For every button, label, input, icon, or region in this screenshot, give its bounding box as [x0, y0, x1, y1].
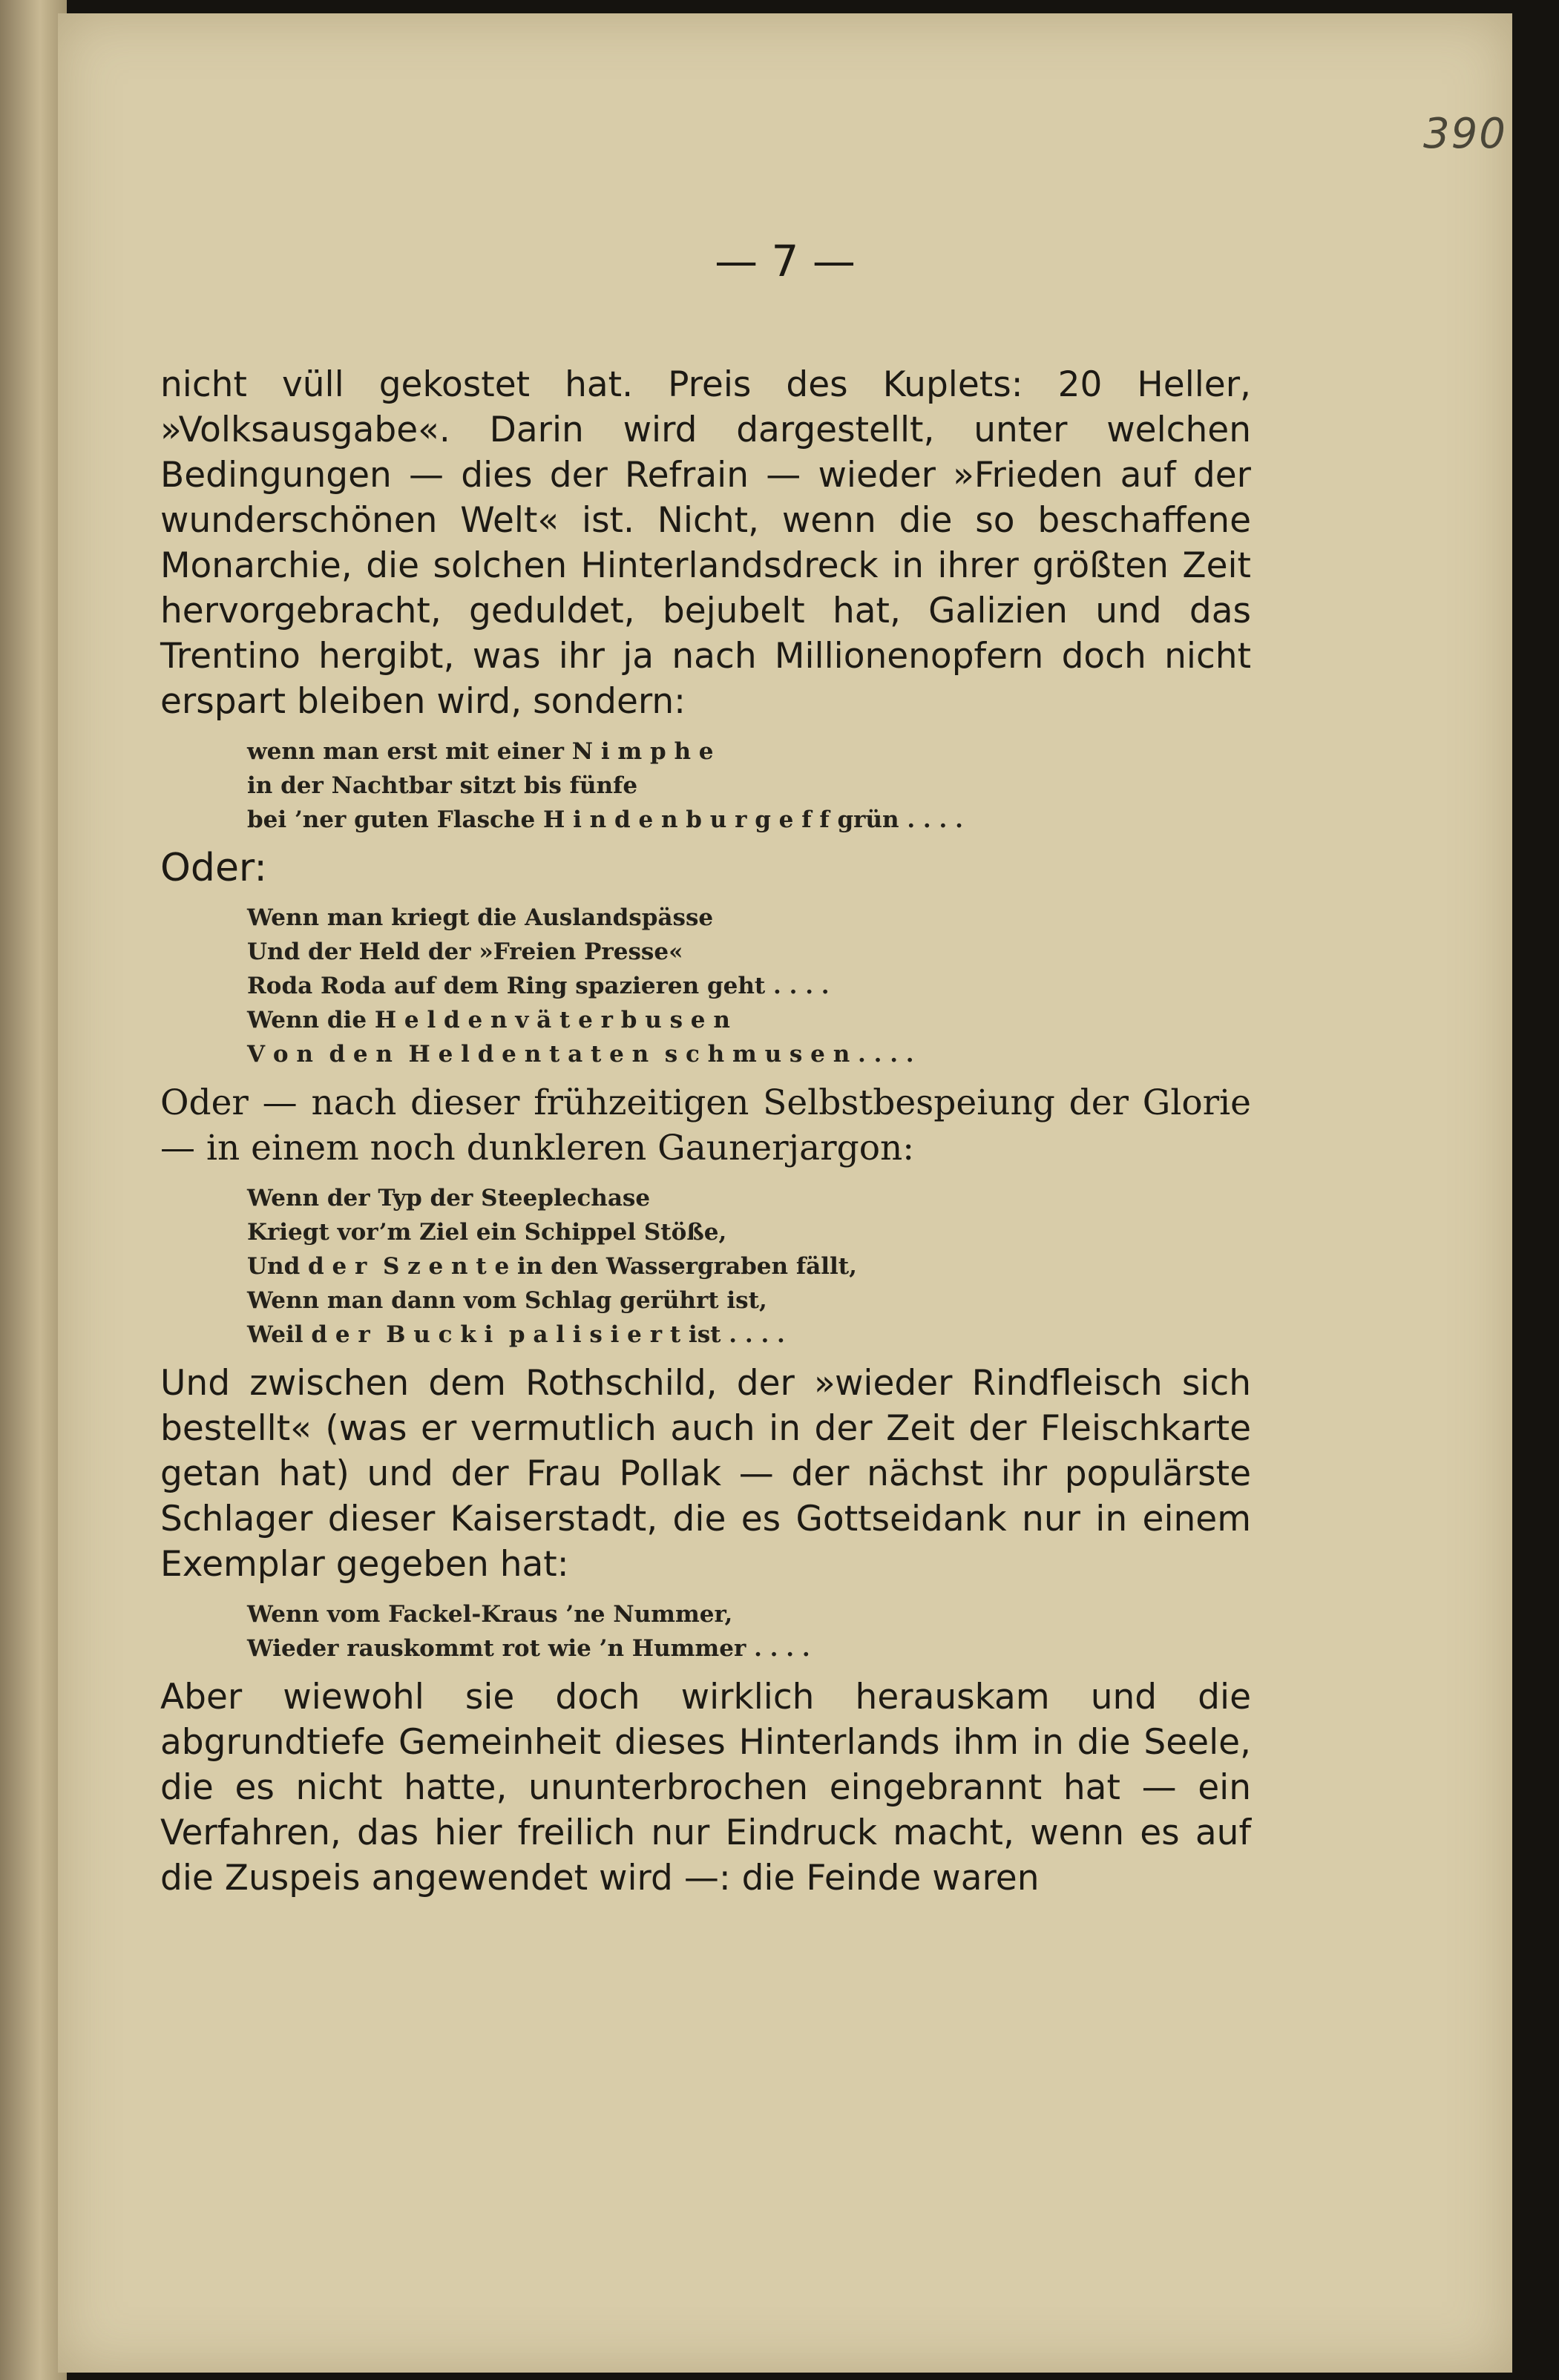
verse-line: V o n d e n H e l d e n t a t e n s c h m u s e n . . . . — [247, 1041, 914, 1068]
verse-line: Kriegt vor’m Ziel ein Schippel Stöße, — [247, 1219, 727, 1246]
verse-block-2 — [247, 901, 1251, 1071]
page-content — [160, 362, 1251, 1901]
verse-line: Wieder rauskommt rot wie ’n Hummer . . . . — [247, 1635, 810, 1662]
verse-line: bei ’ner guten Flasche H i n d e n b u r g e f f grün . . . . — [247, 806, 963, 833]
page-header: — 7 — — [715, 236, 856, 286]
verse-line: Wenn vom Fackel-Kraus ’ne Nummer, — [247, 1601, 733, 1628]
verse-line: Wenn man kriegt die Auslandspässe — [247, 904, 714, 931]
verse-line: Wenn man dann vom Schlag gerührt ist, — [247, 1287, 767, 1314]
paragraph-4: Aber wiewohl sie doch wirklich herauskam und die abgrundtiefe Gemeinheit dieses Hinterlands ihm in die Seele, die es nicht hatte, ununterbrochen eingebrannt hat — ein Verfahren, das hier freilich nur Eindruck macht, wenn es auf die Zuspeis angewendet wird —: die Feinde waren — [160, 1677, 1251, 1899]
pencil-page-number: 390 — [1423, 110, 1507, 158]
verse-line: Und der Held der »Freien Presse« — [247, 938, 683, 965]
paragraph-3: Und zwischen dem Rothschild, der »wieder Rindfleisch sich bestellt« (was er vermutlich auch in der Zeit der Fleischkarte getan hat) und der Frau Pollak — der nächst ihr populärste Schlager dieser Kaiserstadt, die es Gottseidank nur in einem Exemplar gegeben hat: — [160, 1363, 1251, 1585]
verse-line: Wenn der Typ der Steeplechase — [247, 1185, 651, 1212]
verse-block-3 — [247, 1181, 1251, 1352]
verse-line: in der Nachtbar sitzt bis fünfe — [247, 772, 638, 799]
verse-block-1 — [247, 734, 1251, 837]
verse-line: Wenn die H e l d e n v ä t e r b u s e n — [247, 1007, 730, 1033]
verse-line: Weil d e r B u c k i p a l i s i e r t ist . . . . — [247, 1321, 785, 1348]
verse-line: Roda Roda auf dem Ring spazieren geht . . . . — [247, 973, 830, 999]
oder-label: Oder: — [160, 846, 267, 890]
verse-block-4 — [247, 1597, 1251, 1666]
paragraph-2: Oder — nach dieser frühzeitigen Selbstbespeiung der Glorie — in einem noch dunkleren Gaunerjargon: — [160, 1082, 1251, 1168]
verse-line: Und d e r S z e n t e in den Wassergraben fällt, — [247, 1253, 857, 1280]
book-page — [58, 13, 1512, 2373]
paragraph-1: nicht vüll gekostet hat. Preis des Kuplets: 20 Heller, »Volksausgabe«. Darin wird dargestellt, unter welchen Bedingungen — dies der Refrain — wieder »Frieden auf der wunderschönen Welt« ist. Nicht, wenn die so beschaffene Monarchie, die solchen Hinterlandsdreck in ihrer größten Zeit hervorgebracht, geduldet, bejubelt hat, Galizien und das Trentino hergibt, was ihr ja nach Millionenopfern doch nicht erspart bleiben wird, sondern: — [160, 364, 1251, 722]
facing-page-edge — [0, 0, 67, 2380]
verse-line: wenn man erst mit einer N i m p h e — [247, 738, 714, 765]
